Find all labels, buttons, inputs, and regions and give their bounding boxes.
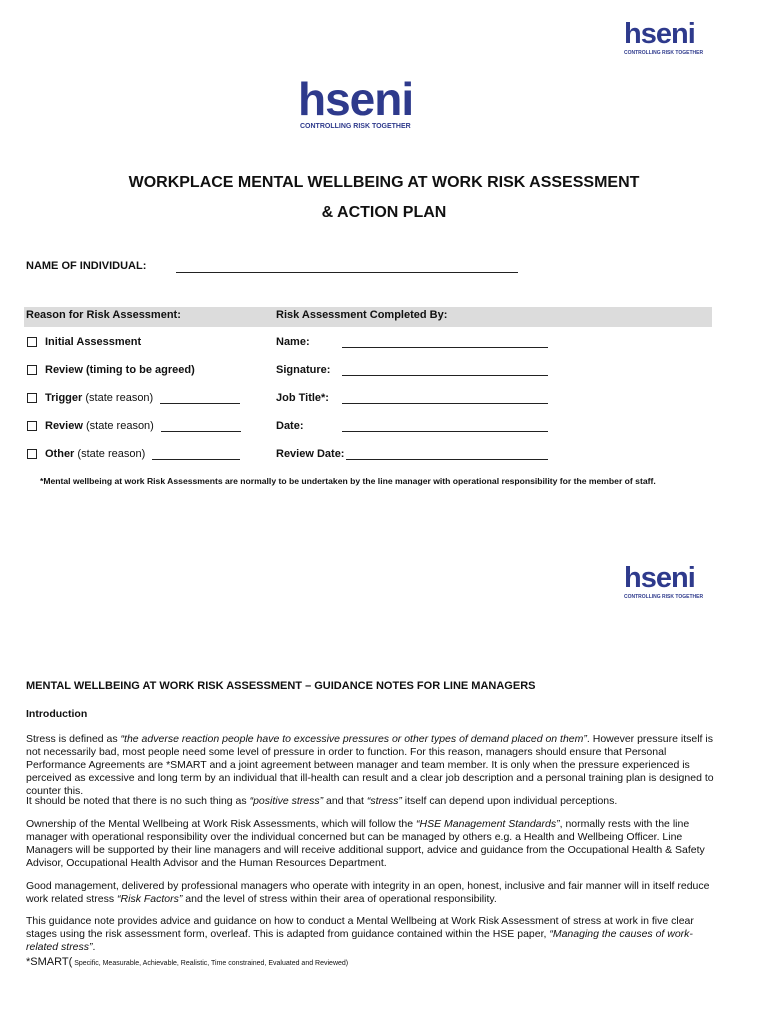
paragraph-stress-definition: Stress is defined as “the adverse reaction people have to excessive pressures or other types of demand placed on them”. However pressure itself is not necessarily bad, most people need some level of pressure in order to function. For this reason, managers should ensure that Personal Performance Agreements are *SMART and a joint agreement between manager and team member. It is only when the pressure experienced is perceived as excessive and long term by an individual that ill-health can result and a clear job description and a personal training plan is designed to counter this. (26, 733, 714, 797)
signature-field[interactable] (342, 364, 548, 376)
reason-initial-assessment: Initial Assessment (27, 336, 141, 348)
logo-word-hse: hse (624, 18, 671, 50)
reason-trigger: Trigger (state reason) (27, 392, 240, 404)
paragraph-good-management: Good management, delivered by professional managers who operate with integrity in an open, honest, inclusive and fair manner will in itself reduce work related stress “Risk Factors” and the level of stress within their area of operational responsibility. (26, 880, 710, 905)
checkbox-review-state[interactable] (27, 421, 37, 431)
name-field[interactable] (342, 336, 548, 348)
other-reason-field[interactable] (152, 459, 240, 460)
field-label-name: Name: (276, 336, 310, 348)
hseni-logo-small-top (624, 20, 703, 56)
field-label-job-title: Job Title*: (276, 392, 329, 404)
logo-word-hse: hse (298, 73, 375, 125)
logo-word-ni: ni (670, 562, 695, 594)
guidance-heading: MENTAL WELLBEING AT WORK RISK ASSESSMENT – GUIDANCE NOTES FOR LINE MANAGERS (26, 680, 536, 692)
logo-word-ni: ni (374, 73, 414, 125)
footnote: *Mental wellbeing at work Risk Assessments are normally to be undertaken by the line manager with operational responsibility for the member of staff. (40, 476, 656, 486)
document-title-line2: & ACTION PLAN (321, 204, 447, 221)
logo-tagline: CONTROLLING RISK TOGETHER (300, 123, 411, 130)
paragraph-ownership: Ownership of the Mental Wellbeing at Work Risk Assessments, which will follow the “HSE Management Standards”, normally rests with the line manager with operational responsibility over the individual concerned but can be managed by others e.g. a Health and Wellbeing Officer. Line Managers will be supported by their line managers and will receive additional support, advice and guidance from the Occupational Health & Safety Advisor, Occupational Health Advisor and the Human Resources Department. (26, 818, 705, 869)
reason-review-timing: Review (timing to be agreed) (27, 364, 195, 376)
hseni-logo-small-page2 (624, 564, 703, 600)
logo-word-ni: ni (670, 18, 695, 50)
introduction-heading: Introduction (26, 708, 88, 720)
checkbox-trigger[interactable] (27, 393, 37, 403)
checkbox-initial-assessment[interactable] (27, 337, 37, 347)
field-label-signature: Signature: (276, 364, 331, 376)
name-of-individual-field[interactable] (176, 260, 518, 273)
review-date-field[interactable] (346, 448, 548, 460)
completed-by-header: Risk Assessment Completed By: (276, 309, 448, 321)
reason-review-state: Review (state reason) (27, 420, 241, 432)
smart-definition: *SMART( Specific, Measurable, Achievable, Realistic, Time constrained, Evaluated and Reviewed) (26, 956, 349, 968)
checkbox-review-timing[interactable] (27, 365, 37, 375)
trigger-reason-field[interactable] (160, 403, 240, 404)
logo-tagline: CONTROLLING RISK TOGETHER (624, 594, 704, 600)
logo-word-hse: hse (624, 562, 671, 594)
document-title-line1: WORKPLACE MENTAL WELLBEING AT WORK RISK ASSESSMENT (128, 174, 640, 191)
job-title-field[interactable] (342, 392, 548, 404)
reason-other: Other (state reason) (27, 448, 240, 460)
field-label-date: Date: (276, 420, 304, 432)
name-of-individual-label: NAME OF INDIVIDUAL: (26, 260, 147, 272)
field-label-review-date: Review Date: (276, 448, 345, 460)
date-field[interactable] (342, 420, 548, 432)
hseni-logo-main (298, 73, 414, 130)
reason-header: Reason for Risk Assessment: (26, 309, 181, 321)
checkbox-other[interactable] (27, 449, 37, 459)
logo-tagline: CONTROLLING RISK TOGETHER (624, 50, 704, 56)
review-reason-field[interactable] (161, 431, 241, 432)
paragraph-positive-stress: It should be noted that there is no such thing as “positive stress” and that “stress” itself can depend upon individual perceptions. (26, 795, 618, 807)
paragraph-guidance-note: This guidance note provides advice and guidance on how to conduct a Mental Wellbeing at Work Risk Assessment of stress at work in five clear stages using the risk assessment form, overleaf. This is adapted from guidance contained within the HSE paper, “Managing the causes of work-related stress”. (26, 915, 694, 953)
